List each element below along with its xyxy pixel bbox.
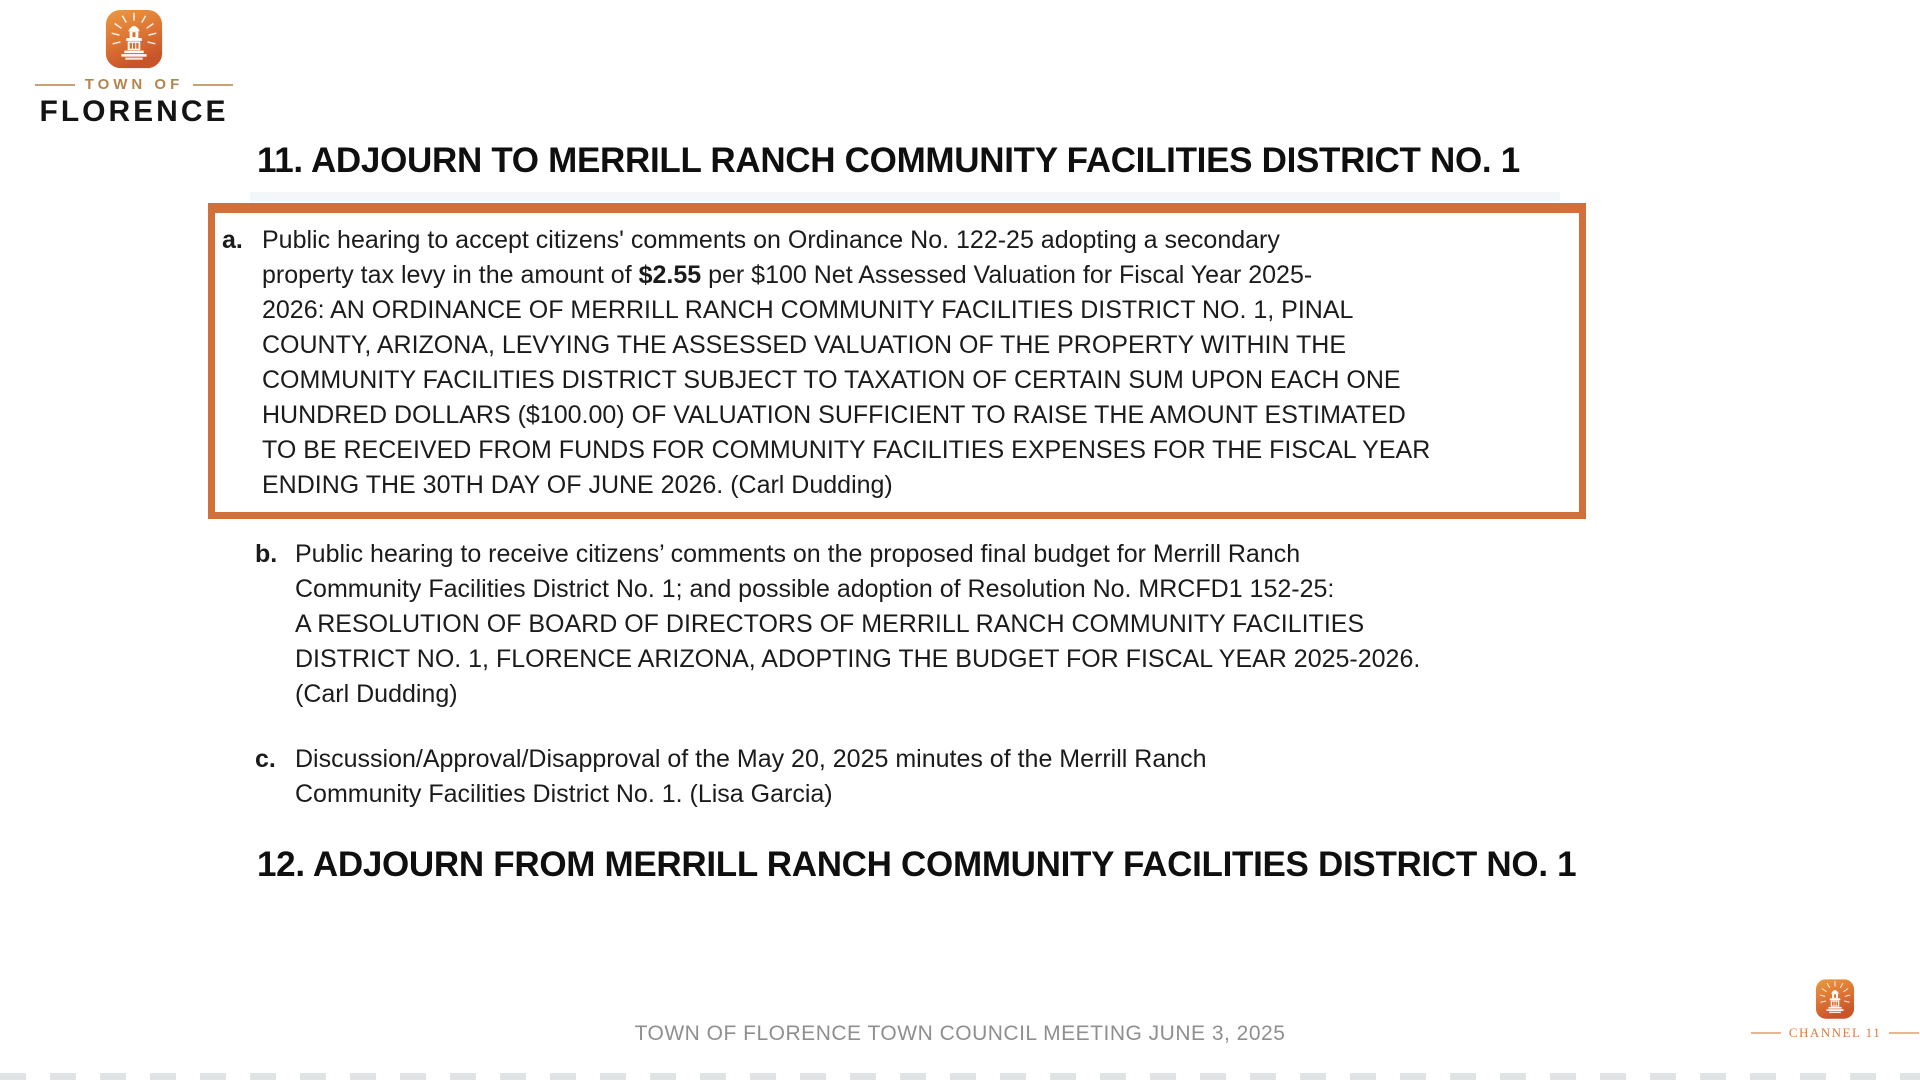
agenda-item-a xyxy=(222,223,1555,503)
town-seal-icon xyxy=(103,8,165,70)
item-label: a. xyxy=(222,226,243,254)
item-label: b. xyxy=(255,540,278,568)
channel-right-dash xyxy=(1889,1032,1919,1034)
agenda-heading-12: 12. ADJOURN FROM MERRILL RANCH COMMUNITY FACILITIES DISTRICT NO. 1 xyxy=(257,845,1577,884)
town-of-row xyxy=(35,76,234,93)
footer-caption: TOWN OF FLORENCE TOWN COUNCIL MEETING JUNE 3, 2025 xyxy=(634,1022,1286,1045)
highlight-box xyxy=(208,203,1586,519)
item-text: Public hearing to receive citizens’ comments on the proposed final budget for Merrill Ranch Community Facilities District No. 1; and possible adoption of Resolution No. MRCFD1 152-25: A RESOLUTION OF BOARD OF DIRECTORS OF MERRILL RANCH COMMUNITY FACILITIES DISTRICT NO. 1, FLORENCE ARIZONA, ADOPTING THE BUDGET FOR FISCAL YEAR 2025-2026. (Carl Dudding) xyxy=(295,540,1421,708)
agenda-item-b xyxy=(255,537,1675,712)
town-of-label: TOWN OF xyxy=(84,76,184,93)
left-dash-divider xyxy=(35,84,75,86)
town-name-label: FLORENCE xyxy=(39,95,229,128)
channel-seal-icon xyxy=(1814,978,1856,1020)
item-text: Public hearing to accept citizens' comments on Ordinance No. 122-25 adopting a secondary property tax levy in the amount of $2.55 per $100 Net Assessed Valuation for Fiscal Year 2025- 2026: AN ORDINANCE OF MERRILL RANCH COMMUNITY FACILITIES DISTRICT NO. 1, PINAL COUNTY, ARIZONA, LEVYING THE ASSESSED VALUATION OF THE PROPERTY WITHIN THE COMMUNITY FACILITIES DISTRICT SUBJECT TO TAXATION OF CERTAIN SUM UPON EACH ONE HUNDRED DOLLARS ($100.00) OF VALUATION SUFFICIENT TO RAISE THE AMOUNT ESTIMATED TO BE RECEIVED FROM FUNDS FOR COMMUNITY FACILITIES EXPENSES FOR THE FISCAL YEAR ENDING THE 30TH DAY OF JUNE 2026. (Carl Dudding) xyxy=(262,226,1431,499)
right-dash-divider xyxy=(193,84,233,86)
agenda-heading-11: 11. ADJOURN TO MERRILL RANCH COMMUNITY FACILITIES DISTRICT NO. 1 xyxy=(257,141,1520,180)
bottom-dashed-strip xyxy=(0,1073,1920,1080)
scan-artifact-band xyxy=(250,192,1560,201)
channel-left-dash xyxy=(1751,1032,1781,1034)
channel-badge xyxy=(1770,978,1900,1041)
item-label: c. xyxy=(255,745,276,773)
town-logo-block xyxy=(18,8,250,129)
agenda-item-c xyxy=(255,742,1675,812)
channel-label-row xyxy=(1751,1025,1919,1041)
channel-label: CHANNEL 11 xyxy=(1788,1025,1882,1040)
item-text: Discussion/Approval/Disapproval of the May 20, 2025 minutes of the Merrill Ranch Community Facilities District No. 1. (Lisa Garcia) xyxy=(295,745,1207,808)
